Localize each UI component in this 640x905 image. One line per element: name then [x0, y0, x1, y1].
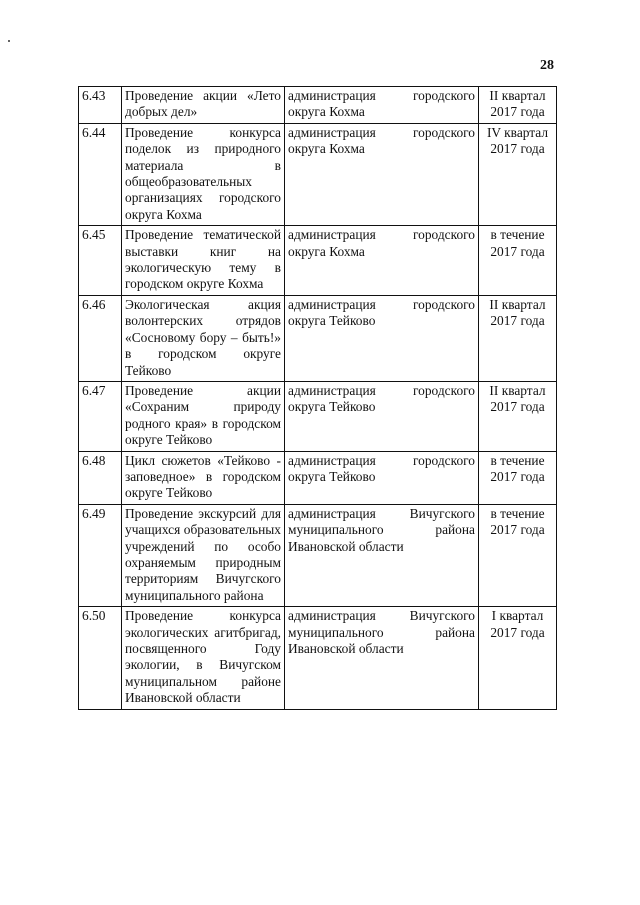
term-cell: в течение 2017 года: [479, 451, 557, 504]
term-cell: II квартал 2017 года: [479, 87, 557, 124]
event-cell: Проведение экскурсий для учащихся образовательных учреждений по особо охраняемым природным территориям Вичугского муниципального района: [122, 504, 285, 606]
table-row: [79, 381, 557, 451]
row-number: 6.44: [79, 123, 122, 225]
row-number: 6.46: [79, 295, 122, 381]
scan-speck: [8, 40, 10, 42]
term-cell: в течение 2017 года: [479, 504, 557, 606]
event-cell: Проведение конкурса экологических агитбригад, посвященного Году экологии, в Вичугском муниципальном районе Ивановской области: [122, 607, 285, 709]
row-number: 6.48: [79, 451, 122, 504]
table-row: [79, 295, 557, 381]
responsible-cell: администрация городского округа Тейково: [285, 451, 479, 504]
responsible-cell: администрация городского округа Кохма: [285, 226, 479, 296]
responsible-cell: администрация городского округа Кохма: [285, 123, 479, 225]
table-row: [79, 123, 557, 225]
table-row: [79, 87, 557, 124]
row-number: 6.50: [79, 607, 122, 709]
responsible-cell: администрация городского округа Тейково: [285, 295, 479, 381]
responsible-cell: администрация Вичугского муниципального района Ивановской области: [285, 607, 479, 709]
term-cell: I квартал 2017 года: [479, 607, 557, 709]
event-cell: Проведение конкурса поделок из природного материала в общеобразовательных организациях городского округа Кохма: [122, 123, 285, 225]
term-cell: в течение 2017 года: [479, 226, 557, 296]
row-number: 6.49: [79, 504, 122, 606]
page-number: 28: [540, 58, 554, 73]
event-cell: Проведение тематической выставки книг на экологическую тему в городском округе Кохма: [122, 226, 285, 296]
term-cell: IV квартал 2017 года: [479, 123, 557, 225]
table-row: [79, 451, 557, 504]
table-row: [79, 607, 557, 709]
term-cell: II квартал 2017 года: [479, 295, 557, 381]
term-cell: II квартал 2017 года: [479, 381, 557, 451]
table-row: [79, 226, 557, 296]
row-number: 6.43: [79, 87, 122, 124]
responsible-cell: администрация городского округа Кохма: [285, 87, 479, 124]
event-cell: Экологическая акция волонтерских отрядов «Сосновому бору – быть!» в городском округе Тейково: [122, 295, 285, 381]
table-row: [79, 504, 557, 606]
event-cell: Проведение акции «Лето добрых дел»: [122, 87, 285, 124]
event-cell: Проведение акции «Сохраним природу родного края» в городском округе Тейково: [122, 381, 285, 451]
responsible-cell: администрация Вичугского муниципального района Ивановской области: [285, 504, 479, 606]
responsible-cell: администрация городского округа Тейково: [285, 381, 479, 451]
event-cell: Цикл сюжетов «Тейково - заповедное» в городском округе Тейково: [122, 451, 285, 504]
row-number: 6.47: [79, 381, 122, 451]
events-table: [78, 86, 557, 710]
row-number: 6.45: [79, 226, 122, 296]
